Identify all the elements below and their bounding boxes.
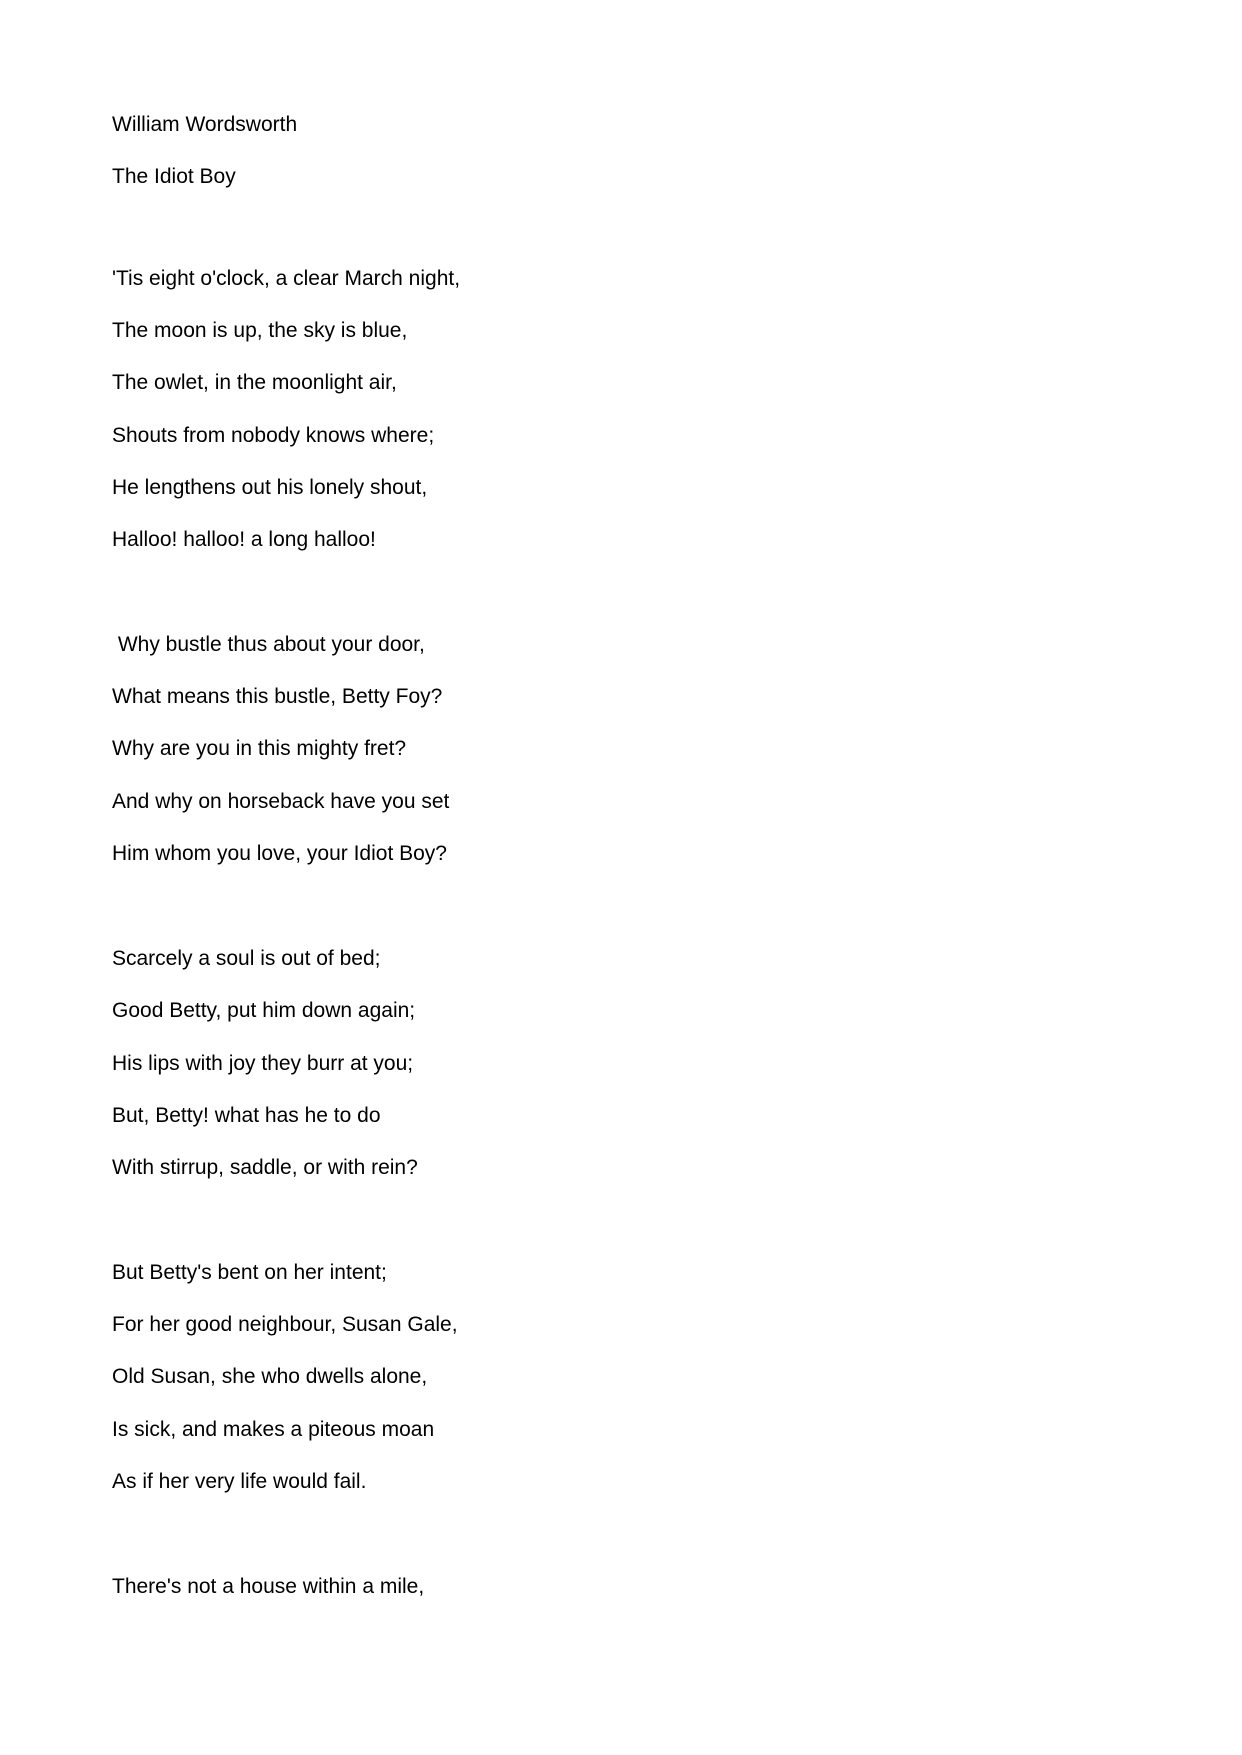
poem-line: As if her very life would fail. [112, 1470, 367, 1493]
poem-line: 'Tis eight o'clock, a clear March night, [112, 267, 461, 290]
poem-line: Halloo! halloo! a long halloo! [112, 528, 376, 551]
poem-line: Why are you in this mighty fret? [112, 737, 407, 760]
poem-line: Good Betty, put him down again; [112, 999, 416, 1022]
poem-title: The Idiot Boy [112, 165, 236, 188]
poem-line: Old Susan, she who dwells alone, [112, 1365, 428, 1388]
poem-line: His lips with joy they burr at you; [112, 1052, 414, 1075]
poem-line: Shouts from nobody knows where; [112, 424, 435, 447]
poem-line: The moon is up, the sky is blue, [112, 319, 408, 342]
poem-line: For her good neighbour, Susan Gale, [112, 1313, 458, 1336]
poem-line: Why bustle thus about your door, [112, 633, 425, 656]
poem-line: There's not a house within a mile, [112, 1575, 425, 1598]
poem-line: With stirrup, saddle, or with rein? [112, 1156, 418, 1179]
author-name: William Wordsworth [112, 113, 298, 136]
poem-line: But, Betty! what has he to do [112, 1104, 381, 1127]
poem-line: The owlet, in the moonlight air, [112, 371, 397, 394]
poem-line: Scarcely a soul is out of bed; [112, 947, 381, 970]
poem-line: And why on horseback have you set [112, 790, 450, 813]
poem-line: He lengthens out his lonely shout, [112, 476, 428, 499]
poem-line: Is sick, and makes a piteous moan [112, 1418, 435, 1441]
poem-line: But Betty's bent on her intent; [112, 1261, 387, 1284]
poem-line: What means this bustle, Betty Foy? [112, 685, 443, 708]
poem-line: Him whom you love, your Idiot Boy? [112, 842, 447, 865]
